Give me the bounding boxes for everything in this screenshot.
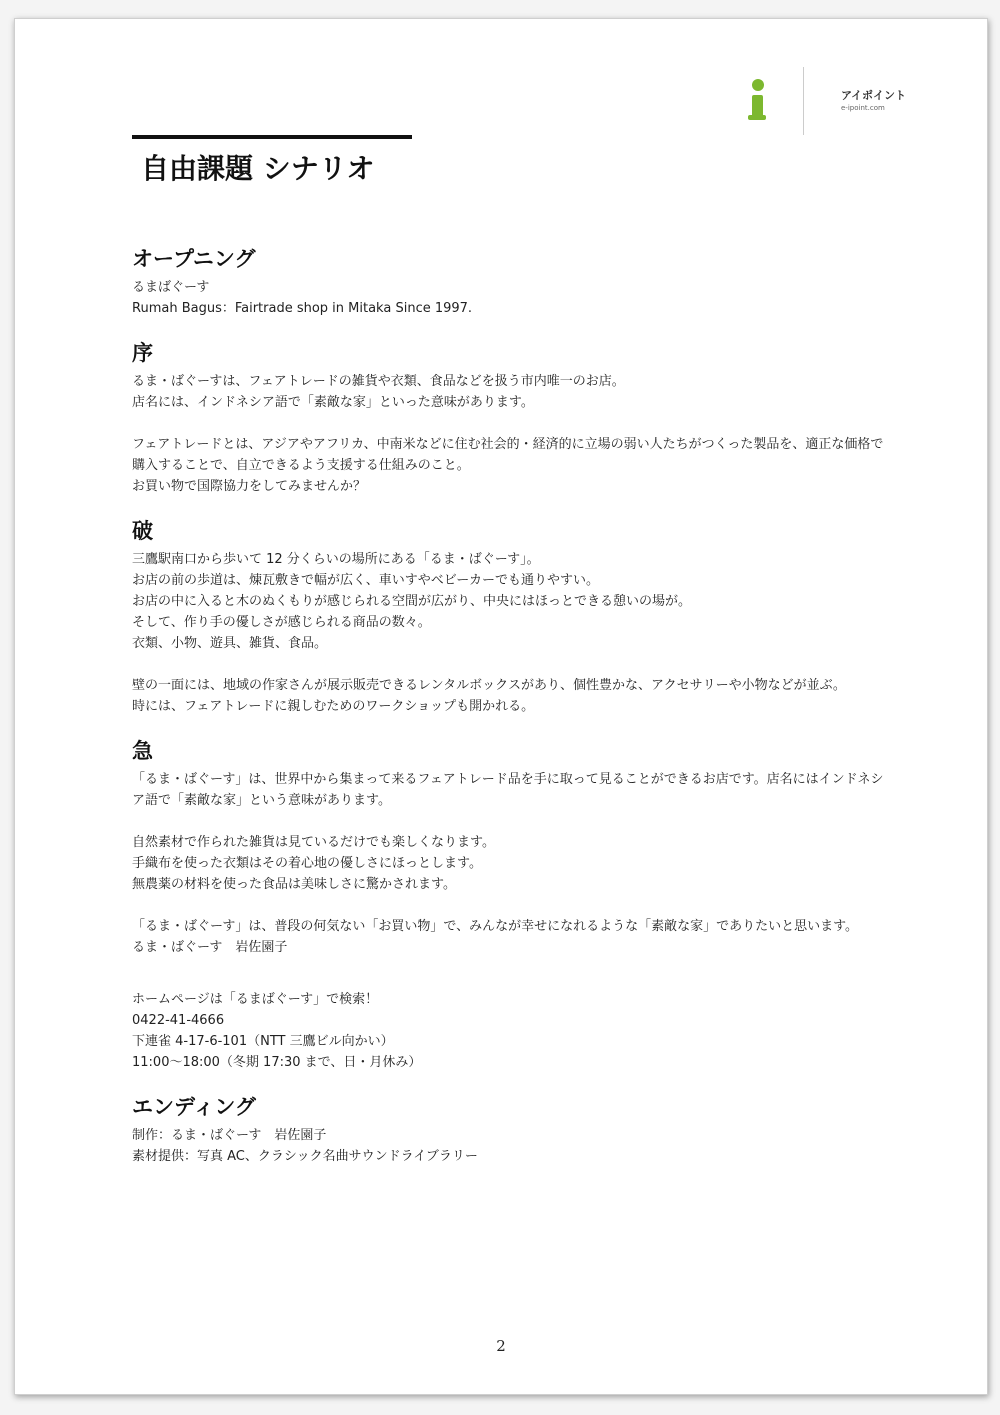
text-line: 購入することで、自立できるよう支援する仕組みのこと。 bbox=[132, 458, 470, 473]
text-line: ア語で「素敵な家」という意味があります。 bbox=[132, 793, 391, 808]
text-line: るま・ばぐーすは、フェアトレードの雑貨や衣類、食品などを扱う市内唯一のお店。 bbox=[132, 374, 625, 389]
logo-name: アイポイント bbox=[841, 89, 907, 102]
text-line: Rumah Bagus：Fairtrade shop in Mitaka Since 1997. bbox=[132, 301, 473, 316]
section-heading-kyu: 急 bbox=[132, 739, 153, 763]
text-line: 衣類、小物、遊具、雑貨、食品。 bbox=[132, 636, 328, 651]
text-line: フェアトレードとは、アジアやアフリカ、中南米などに住む社会的・経済的に立場の弱い人たちがつくった製品を、適正な価格で bbox=[132, 437, 884, 452]
logo-url: e-ipoint.com bbox=[841, 104, 885, 112]
section-opening bbox=[132, 245, 917, 319]
section-heading-jo: 序 bbox=[132, 341, 153, 365]
text-line: 三鷹駅南口から歩いて 12 分くらいの場所にある「るま・ばぐーす」。 bbox=[132, 552, 540, 567]
section-heading-ha: 破 bbox=[132, 519, 153, 543]
logo-divider bbox=[803, 67, 804, 135]
text-line: 「るま・ばぐーす」は、普段の何気ない「お買い物」で、みんなが幸せになれるような「素敵な家」でありたいと思います。 bbox=[132, 919, 859, 934]
text-line: お店の前の歩道は、煉瓦敷きで幅が広く、車いすやベビーカーでも通りやすい。 bbox=[132, 573, 599, 588]
text-line: 制作：るま・ばぐーす 岩佐園子 bbox=[132, 1128, 327, 1143]
text-line: 店名には、インドネシア語で「素敵な家」といった意味があります。 bbox=[132, 395, 534, 410]
section-heading-opening: オープニング bbox=[132, 247, 256, 271]
ipoint-logo bbox=[745, 67, 925, 135]
text-line: 壁の一面には、地域の作家さんが展示販売できるレンタルボックスがあり、個性豊かな、アクセサリーや小物などが並ぶ。 bbox=[132, 678, 846, 693]
text-line: るま・ばぐーす 岩佐園子 bbox=[132, 940, 288, 955]
section-kyu bbox=[132, 737, 917, 958]
text-line: 手織布を使った衣類はその着心地の優しさにほっとします。 bbox=[132, 856, 482, 871]
text-line: 自然素材で作られた雑貨は見ているだけでも楽しくなります。 bbox=[132, 835, 495, 850]
phone-number: 0422-41-4666 bbox=[132, 1013, 225, 1028]
text-line: 時には、フェアトレードに親しむためのワークショップも開かれる。 bbox=[132, 699, 535, 714]
page-title: 自由課題 シナリオ bbox=[141, 152, 375, 185]
section-ending bbox=[132, 1093, 917, 1167]
document-body bbox=[132, 245, 917, 1187]
text-line: 無農薬の材料を使った食品は美味しさに驚かされます。 bbox=[132, 877, 456, 892]
page-number: 2 bbox=[496, 1337, 506, 1355]
document-page bbox=[14, 18, 988, 1395]
text-line: そして、作り手の優しさが感じられる商品の数々。 bbox=[132, 615, 431, 630]
address: 下連雀 4-17-6-101（NTT 三鷹ビル向かい） bbox=[132, 1034, 394, 1049]
text-line: 「るま・ばぐーす」は、世界中から集まって来るフェアトレード品を手に取って見ることができるお店です。店名にはインドネシ bbox=[132, 772, 884, 787]
section-shop-info bbox=[132, 989, 917, 1073]
section-ha bbox=[132, 517, 917, 717]
section-jo bbox=[132, 339, 917, 497]
title-rule bbox=[132, 135, 412, 139]
section-heading-ending: エンディング bbox=[132, 1095, 256, 1119]
text-line: るまばぐーす bbox=[132, 280, 210, 295]
text-line: お店の中に入ると木のぬくもりが感じられる空間が広がり、中央にはほっとできる憩いの場が。 bbox=[132, 594, 692, 609]
business-hours: 11:00～18:00（冬期 17:30 まで、日・月休み） bbox=[132, 1055, 422, 1070]
text-line: 素材提供：写真 AC、クラシック名曲サウンドライブラリー bbox=[132, 1149, 478, 1164]
homepage-line: ホームページは「るまばぐーす」で検索！ bbox=[132, 992, 379, 1007]
ipoint-i-icon bbox=[745, 79, 769, 123]
text-line: お買い物で国際協力をしてみませんか？ bbox=[132, 479, 367, 494]
